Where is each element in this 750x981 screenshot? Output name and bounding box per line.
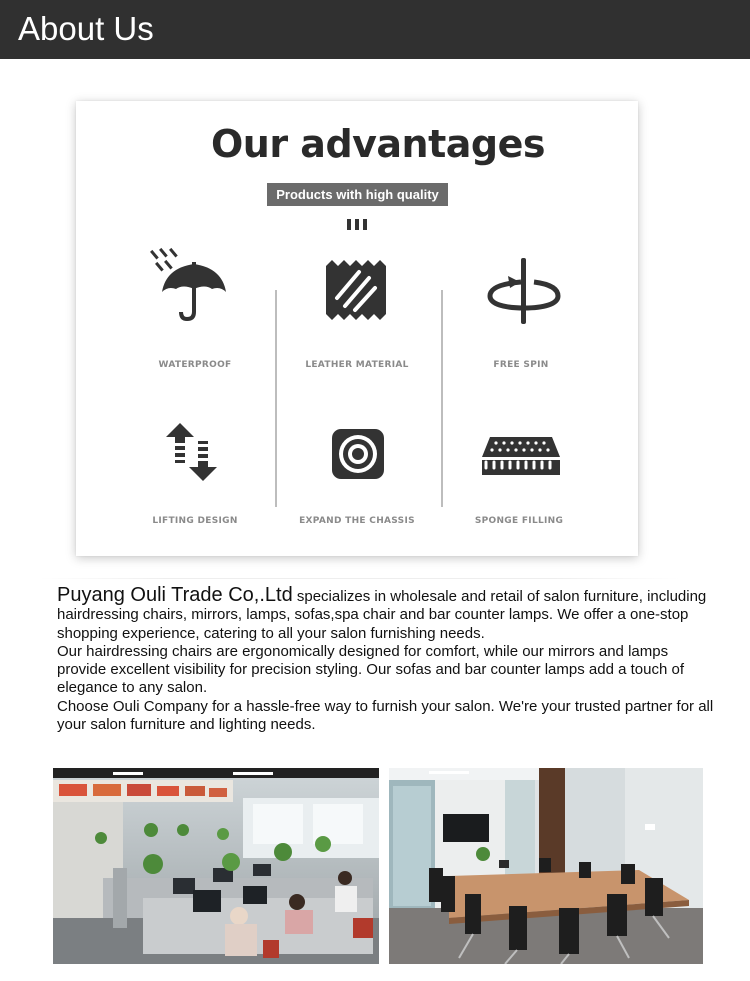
page-title: About Us — [18, 10, 154, 47]
feature-label: FREE SPIN — [493, 360, 549, 370]
bars-icon — [347, 219, 369, 230]
paragraph-chairs: Our hairdressing chairs are ergonomically designed for comfort, while our mirrors and lamps provide excellent visibility for precision styling. Our sofas and bar counter lamps add a touch of elegance to any salon. — [57, 642, 684, 697]
feature-label: WATERPROOF — [158, 360, 232, 370]
section-divider — [40, 578, 680, 579]
rotate-spin-icon — [486, 256, 562, 326]
quality-badge: Products with high quality — [267, 183, 448, 206]
office-photo — [53, 768, 379, 964]
company-name: Puyang Ouli Trade Co,.Ltd — [57, 584, 293, 606]
column-divider — [275, 290, 277, 507]
advantages-title: Our advantages — [210, 122, 546, 166]
sponge-icon — [480, 435, 562, 477]
feature-label: LEATHER MATERIAL — [305, 360, 409, 370]
chassis-speaker-icon — [330, 427, 386, 481]
up-down-arrows-icon — [164, 423, 220, 481]
feature-label: SPONGE FILLING — [474, 516, 564, 526]
meeting-room-photo — [389, 768, 703, 964]
advantages-card — [76, 101, 638, 556]
header-bar — [0, 0, 750, 59]
paragraph-choose: Choose Ouli Company for a hassle-free way to furnish your salon. We're your trusted partner for all your salon furniture and lighting needs. — [57, 697, 714, 734]
intro-paragraph — [57, 586, 717, 643]
about-text — [57, 586, 717, 734]
column-divider — [441, 290, 443, 507]
leather-texture-icon — [323, 258, 389, 322]
feature-label: LIFTING DESIGN — [152, 516, 238, 526]
feature-label: EXPAND THE CHASSIS — [299, 516, 415, 526]
umbrella-rain-icon — [150, 246, 230, 324]
intro-text: specializes in wholesale and retail of salon furniture, including hairdressing chairs, mirrors, lamps, sofas,spa chair and bar counter lamps. We offer a one-stop shopping experience, catering to all your salon furnishing needs. — [57, 588, 707, 642]
